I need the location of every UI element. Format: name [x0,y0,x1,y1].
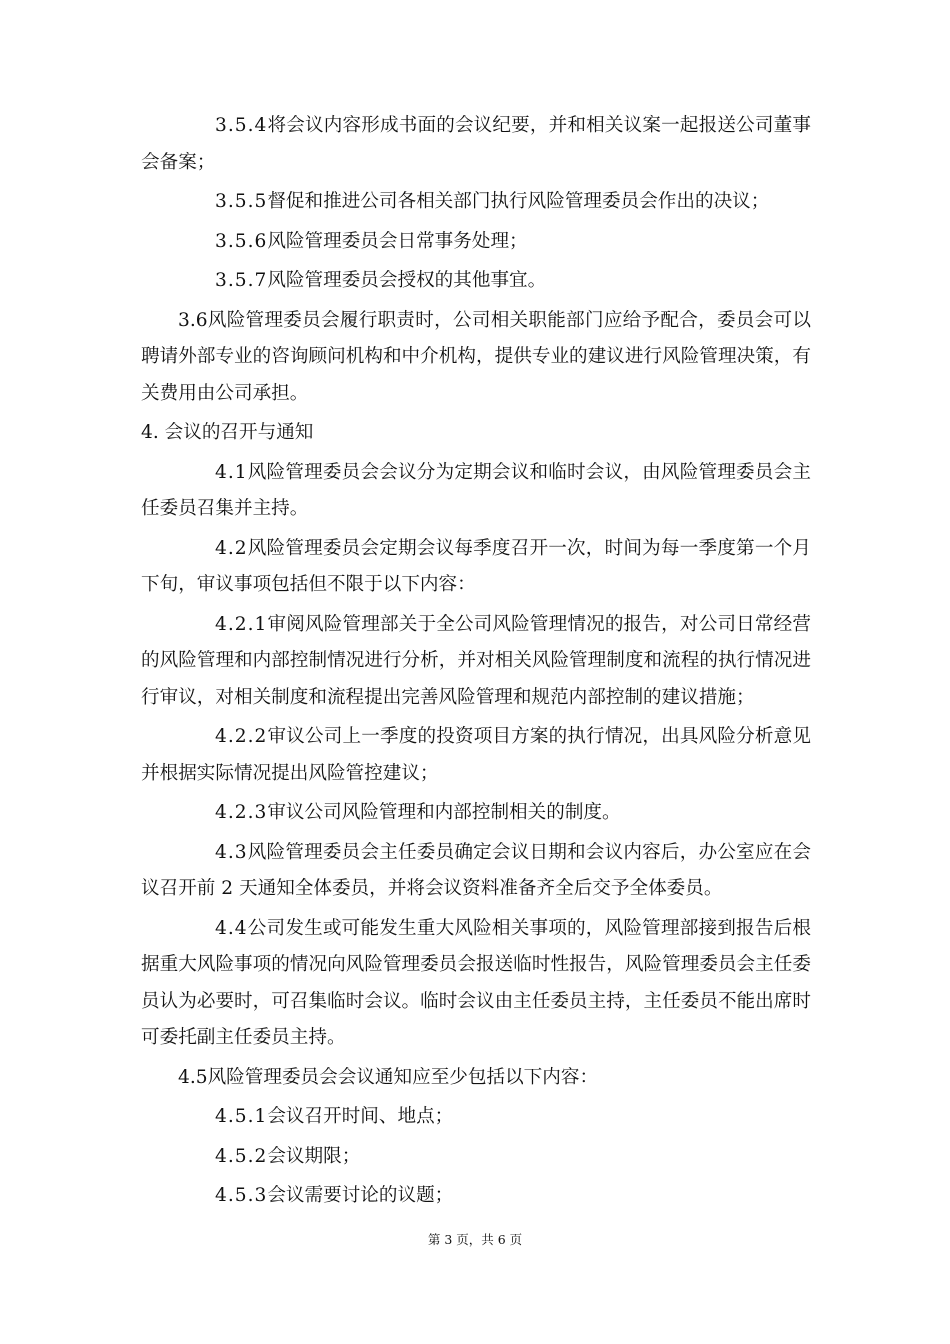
paragraph-4-1 [141,455,811,528]
paragraph-3-6 [141,303,811,413]
clause-number: 4.3 [215,841,248,863]
clause-number: 3.5.7 [215,270,268,291]
paragraph-4-3 [141,835,811,908]
paragraph-4-5-3 [141,1178,811,1215]
paragraph-3-5-4 [141,108,811,181]
clause-number: 3.5.5 [215,191,268,212]
clause-text: 审阅风险管理部关于全公司风险管理情况的报告，对公司日常经营的风险管理和内部控制情况进行分析，并对相关风险管理制度和流程的执行情况进行审议，对相关制度和流程提出完善风险管理和规范内部控制的建议措施； [141,613,811,708]
clause-number: 4.2.2 [215,726,268,747]
clause-number: 4.2.1 [215,613,268,635]
clause-text: 风险管理委员会会议分为定期会议和临时会议，由风险管理委员会主任委员召集并主持。 [141,461,811,519]
clause-number: 4.2.3 [215,802,268,823]
clause-number: 4.5.3 [215,1185,268,1206]
paragraph-4-4 [141,911,811,1057]
document-body [141,108,811,1218]
paragraph-4-2 [141,531,811,604]
paragraph-3-5-5 [141,184,811,221]
clause-text: 会议期限； [267,1145,361,1167]
clause-number: 4.5 [178,1066,208,1088]
clause-number: 3.5.6 [215,230,268,252]
paragraph-4-2-3 [141,795,811,832]
clause-text: 审议公司风险管理和内部控制相关的制度。 [267,802,621,823]
paragraph-4-2-1 [141,607,811,717]
clause-text: 公司发生或可能发生重大风险相关事项的，风险管理部接到报告后根据重大风险事项的情况向风险管理委员会报送临时性报告，风险管理委员会主任委员认为必要时，可召集临时会议。临时会议由主任委员主持，主任委员不能出席时可委托副主任委员主持。 [141,917,811,1048]
section-4-heading: 4. 会议的召开与通知 [141,422,314,443]
clause-number: 4.4 [215,917,248,939]
clause-number: 4.5.2 [215,1145,268,1167]
clause-text: 风险管理委员会授权的其他事宜。 [267,270,547,291]
clause-number: 4.5.1 [215,1106,268,1127]
page-footer: 第 3 页，共 6 页 [427,1232,523,1247]
clause-text: 审议公司上一季度的投资项目方案的执行情况，出具风险分析意见并根据实际情况提出风险管控建议； [141,726,811,784]
paragraph-4-5-2 [141,1139,811,1176]
clause-number: 3.5.4 [215,115,268,136]
clause-text: 会议需要讨论的议题； [267,1185,454,1206]
clause-text: 风险管理委员会日常事务处理； [267,230,528,252]
clause-number: 4.2 [215,537,248,559]
clause-text: 风险管理委员会会议通知应至少包括以下内容： [207,1066,599,1088]
paragraph-4-5-1 [141,1099,811,1136]
clause-number: 4.1 [215,461,248,483]
clause-text: 风险管理委员会履行职责时，公司相关职能部门应给予配合，委员会可以聘请外部专业的咨询顾问机构和中介机构，提供专业的建议进行风险管理决策，有关费用由公司承担。 [141,309,811,404]
clause-text: 将会议内容形成书面的会议纪要，并和相关议案一起报送公司董事会备案； [141,115,811,173]
clause-text: 督促和推进公司各相关部门执行风险管理委员会作出的决议； [267,191,770,212]
paragraph-3-5-7 [141,263,811,300]
paragraph-4-2-2 [141,719,811,792]
paragraph-4-5 [141,1060,811,1097]
paragraph-3-5-6 [141,224,811,261]
clause-number: 3.6 [178,309,208,331]
clause-text: 会议召开时间、地点； [267,1106,454,1127]
clause-text: 风险管理委员会主任委员确定会议日期和会议内容后，办公室应在会议召开前 2 天通知全体委员，并将会议资料准备齐全后交予全体委员。 [141,841,811,899]
clause-text: 风险管理委员会定期会议每季度召开一次，时间为每一季度第一个月下旬，审议事项包括但不限于以下内容： [141,537,811,595]
